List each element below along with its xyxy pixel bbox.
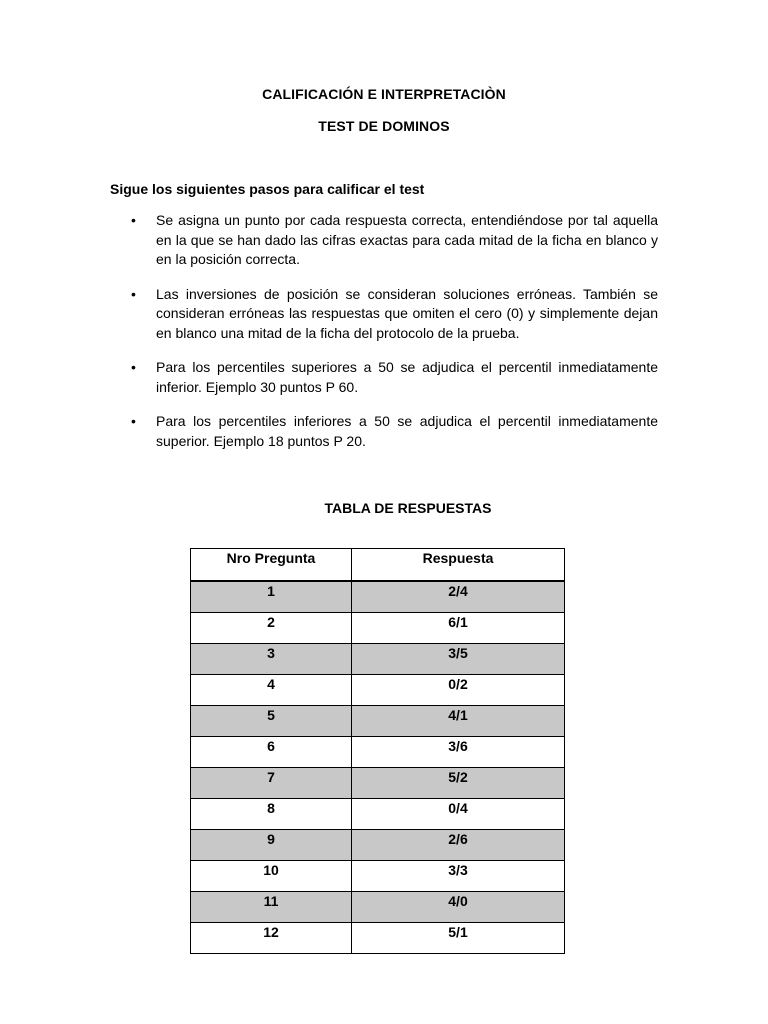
question-number-cell: 2 [191, 613, 352, 644]
table-body [191, 581, 565, 954]
table-row [191, 830, 565, 861]
table-row [191, 892, 565, 923]
answer-cell: 3/5 [352, 644, 565, 675]
question-number-cell: 8 [191, 799, 352, 830]
question-number-cell: 1 [191, 581, 352, 613]
table-row [191, 861, 565, 892]
answers-table [190, 548, 565, 954]
question-number-cell: 10 [191, 861, 352, 892]
column-header-question: Nro Pregunta [191, 549, 352, 582]
answer-cell: 4/1 [352, 706, 565, 737]
instruction-item [110, 358, 658, 397]
table-header-row [191, 549, 565, 582]
question-number-cell: 11 [191, 892, 352, 923]
table-title: TABLA DE RESPUESTAS [324, 500, 492, 516]
instructions-heading: Sigue los siguientes pasos para calificar el test [110, 181, 425, 197]
column-header-answer: Respuesta [352, 549, 565, 582]
question-number-cell: 4 [191, 675, 352, 706]
answer-cell: 3/3 [352, 861, 565, 892]
instruction-list [110, 211, 658, 466]
bullet-icon: • [131, 359, 136, 375]
instruction-item [110, 211, 658, 270]
instruction-item [110, 285, 658, 344]
table-row [191, 706, 565, 737]
question-number-cell: 5 [191, 706, 352, 737]
question-number-cell: 9 [191, 830, 352, 861]
question-number-cell: 7 [191, 768, 352, 799]
bullet-icon: • [131, 413, 136, 429]
question-number-cell: 6 [191, 737, 352, 768]
instruction-text: Para los percentiles superiores a 50 se adjudica el percentil inmediatamente inferior. Ejemplo 30 puntos P 60. [156, 359, 658, 395]
answer-cell: 4/0 [352, 892, 565, 923]
answer-cell: 6/1 [352, 613, 565, 644]
question-number-cell: 3 [191, 644, 352, 675]
answer-cell: 2/4 [352, 581, 565, 613]
question-number-cell: 12 [191, 923, 352, 954]
answer-cell: 0/2 [352, 675, 565, 706]
table-row [191, 768, 565, 799]
document-title: CALIFICACIÓN E INTERPRETACIÒN [262, 86, 506, 102]
answer-cell: 0/4 [352, 799, 565, 830]
instruction-text: Se asigna un punto por cada respuesta correcta, entendiéndose por tal aquella en la que se han dado las cifras exactas para cada mitad de la ficha en blanco y en la posición correcta. [156, 212, 658, 267]
document-subtitle: TEST DE DOMINOS [318, 118, 450, 134]
instruction-text: Las inversiones de posición se consideran soluciones erróneas. También se consideran erróneas las respuestas que omiten el cero (0) y simplemente dejan en blanco una mitad de la ficha del protocolo de la prueba. [156, 285, 658, 341]
answer-cell: 5/2 [352, 768, 565, 799]
table-row [191, 613, 565, 644]
answer-cell: 2/6 [352, 830, 565, 861]
table-row [191, 923, 565, 954]
instruction-item [110, 412, 658, 451]
answer-cell: 3/6 [352, 737, 565, 768]
table-row [191, 799, 565, 830]
table-row [191, 581, 565, 613]
answer-cell: 5/1 [352, 923, 565, 954]
bullet-icon: • [131, 285, 136, 302]
table-row [191, 737, 565, 768]
table-row [191, 675, 565, 706]
table-row [191, 644, 565, 675]
bullet-icon: • [131, 212, 136, 228]
instruction-text: Para los percentiles inferiores a 50 se adjudica el percentil inmediatamente superior. Ejemplo 18 puntos P 20. [156, 413, 658, 449]
